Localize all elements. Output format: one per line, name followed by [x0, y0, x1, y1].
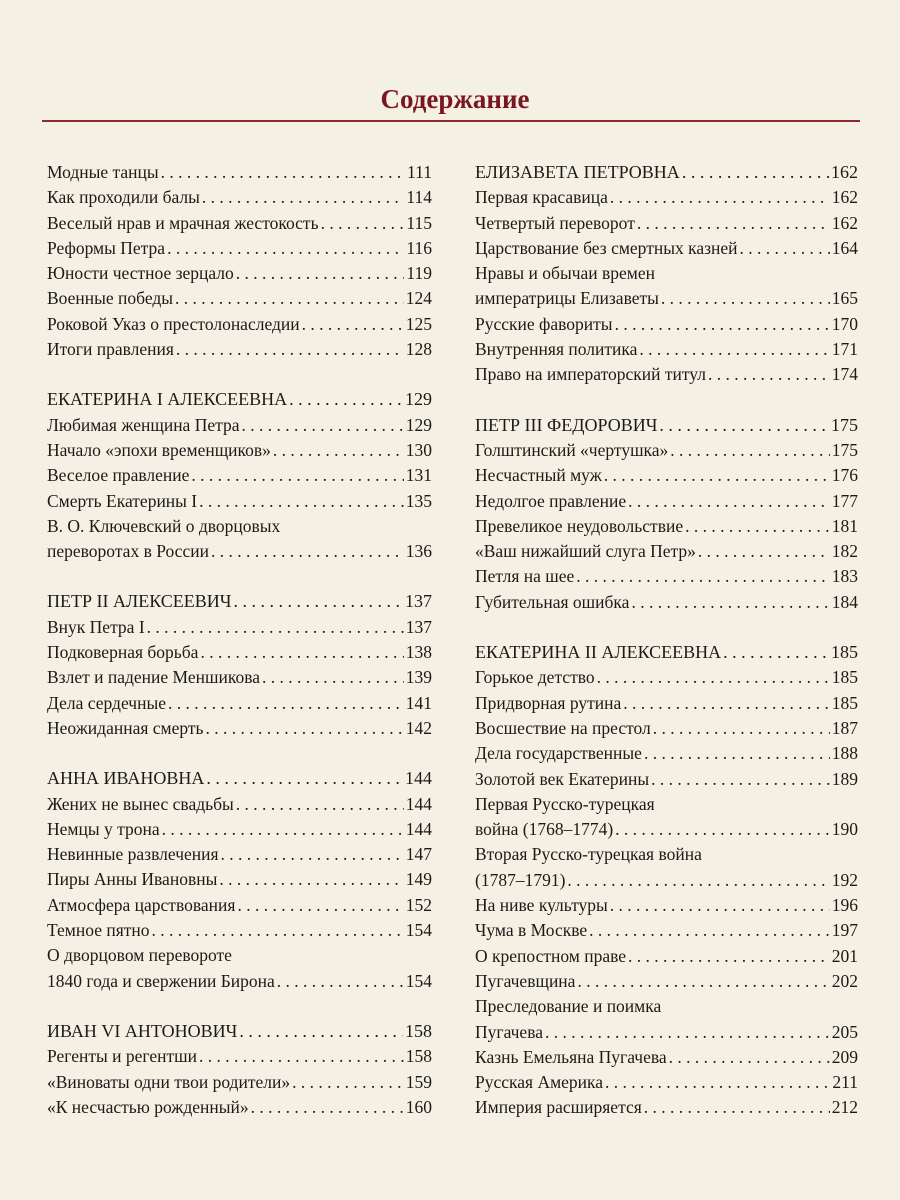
dot-leader — [610, 893, 830, 918]
dot-leader — [682, 160, 829, 185]
entry-title: Веселый нрав и мрачная жестокость — [47, 212, 319, 233]
entry-title: Горькое детство — [475, 667, 595, 688]
dot-leader — [206, 716, 404, 741]
toc-entry-multiline — [475, 261, 858, 312]
page-number: 196 — [831, 895, 858, 916]
chapter-title: ЕКАТЕРИНА II АЛЕКСЕЕВНА — [475, 642, 722, 663]
dot-leader — [273, 438, 404, 463]
toc-column-left — [47, 160, 432, 1120]
section-gap — [47, 741, 432, 766]
toc-entry — [475, 817, 858, 842]
toc-entry — [475, 716, 858, 741]
dot-leader — [162, 817, 404, 842]
toc-entry — [475, 969, 858, 994]
entry-title: Любимая женщина Петра — [47, 414, 240, 435]
entry-title: (1787–1791) — [475, 869, 566, 890]
dot-leader — [191, 463, 403, 488]
page-number: 154 — [405, 970, 432, 991]
entry-title: Золотой век Екатерины — [475, 768, 650, 789]
toc-column-right — [475, 160, 858, 1121]
toc-entry — [475, 362, 858, 387]
entry-title-line1: Нравы и обычаи времен — [475, 263, 655, 284]
page-number: 187 — [831, 717, 858, 738]
toc-entry — [475, 893, 858, 918]
page-number: 136 — [405, 541, 432, 562]
page-number: 129 — [405, 389, 432, 410]
dot-leader — [628, 944, 830, 969]
chapter-title: ЕЛИЗАВЕТА ПЕТРОВНА — [475, 162, 680, 182]
entry-title: Пугачева — [475, 1021, 544, 1042]
dot-leader — [262, 665, 404, 690]
dot-leader — [723, 640, 829, 665]
toc-entry — [47, 438, 432, 463]
dot-leader — [221, 842, 404, 867]
entry-title: Темное пятно — [47, 920, 150, 941]
page-number: 175 — [831, 439, 858, 460]
dot-leader — [545, 1020, 830, 1045]
page-number: 138 — [405, 642, 432, 663]
toc-entry — [47, 867, 432, 892]
entry-title-line1: О дворцовом перевороте — [47, 945, 232, 966]
page-number: 185 — [831, 642, 858, 663]
page-number: 165 — [831, 288, 858, 309]
entry-title: 1840 года и свержении Бирона — [47, 970, 275, 991]
toc-entry — [475, 868, 858, 893]
dot-leader — [623, 691, 829, 716]
toc-entry — [47, 842, 432, 867]
toc-entry — [47, 463, 432, 488]
page-number: 131 — [405, 465, 432, 486]
entry-title: Несчастный муж — [475, 465, 602, 486]
toc-entry — [47, 337, 432, 362]
toc-entry — [47, 160, 432, 185]
dot-leader — [277, 969, 404, 994]
toc-entry — [47, 312, 432, 337]
page-number: 119 — [406, 263, 432, 284]
toc-entry — [47, 792, 432, 817]
toc-chapter — [475, 413, 858, 438]
page-number: 142 — [405, 717, 432, 738]
dot-leader — [698, 539, 830, 564]
toc-entry — [475, 286, 858, 311]
dot-leader — [176, 337, 404, 362]
page-number: 160 — [405, 1096, 432, 1117]
page-number: 189 — [831, 768, 858, 789]
entry-title: На ниве культуры — [475, 895, 608, 916]
entry-title: Дела государственные — [475, 743, 642, 764]
page-number: 192 — [831, 869, 858, 890]
dot-leader — [670, 438, 829, 463]
dot-leader — [168, 691, 404, 716]
toc-entry — [47, 640, 432, 665]
entry-title: Модные танцы — [47, 162, 159, 182]
dot-leader — [628, 489, 830, 514]
entry-title: Жених не вынес свадьбы — [47, 793, 234, 814]
section-gap — [47, 362, 432, 387]
page-number: 115 — [406, 212, 432, 233]
entry-title: Право на императорский титул — [475, 364, 707, 385]
page-number: 184 — [831, 591, 858, 612]
section-gap — [475, 615, 858, 640]
page-number: 144 — [405, 793, 432, 814]
toc-entry — [475, 767, 858, 792]
entry-title: Внук Петра I — [47, 616, 145, 637]
dot-leader — [644, 1095, 830, 1120]
page-number: 162 — [831, 162, 858, 182]
page-number: 183 — [831, 566, 858, 587]
entry-title: Дела сердечные — [47, 692, 166, 713]
page-number: 116 — [406, 237, 432, 258]
toc-entry — [475, 1045, 858, 1070]
dot-leader — [669, 1045, 830, 1070]
dot-leader — [651, 767, 830, 792]
entry-title: Реформы Петра — [47, 237, 166, 258]
dot-leader — [661, 286, 830, 311]
page-number: 114 — [406, 187, 432, 208]
toc-entry — [475, 337, 858, 362]
entry-title: Неожиданная смерть — [47, 717, 204, 738]
dot-leader — [708, 362, 830, 387]
entry-title: Немцы у трона — [47, 818, 160, 839]
page-number: 130 — [405, 439, 432, 460]
section-gap — [47, 994, 432, 1019]
dot-leader — [740, 236, 830, 261]
page-number: 209 — [831, 1046, 858, 1067]
dot-leader — [167, 236, 404, 261]
dot-leader — [239, 1019, 403, 1044]
entry-title: Начало «эпохи временщиков» — [47, 439, 271, 460]
entry-title: Военные победы — [47, 288, 174, 309]
page-number: 144 — [405, 818, 432, 839]
toc-entry — [475, 944, 858, 969]
page-number: 162 — [831, 212, 858, 233]
page-number: 188 — [831, 743, 858, 764]
dot-leader — [604, 463, 830, 488]
toc-entry — [475, 1070, 858, 1095]
toc-entry — [47, 286, 432, 311]
page-number: 171 — [831, 339, 858, 360]
toc-entry — [47, 893, 432, 918]
entry-title: Веселое правление — [47, 465, 190, 486]
toc-entry — [47, 716, 432, 741]
toc-entry — [475, 918, 858, 943]
dot-leader — [289, 387, 403, 412]
entry-title-line1: Первая Русско-турецкая — [475, 793, 655, 814]
page-number: 124 — [405, 288, 432, 309]
entry-title: Петля на шее — [475, 566, 575, 587]
toc-entry-multiline — [47, 943, 432, 994]
toc-chapter — [47, 1019, 432, 1044]
dot-leader — [605, 1070, 830, 1095]
dot-leader — [233, 589, 403, 614]
page-number: 177 — [831, 490, 858, 511]
page-number: 159 — [405, 1071, 432, 1092]
entry-title: Итоги правления — [47, 339, 174, 360]
dot-leader — [653, 716, 830, 741]
toc-entry-multiline — [475, 994, 858, 1045]
toc-entry — [47, 1095, 432, 1120]
page-number: 147 — [405, 844, 432, 865]
page-number: 182 — [831, 541, 858, 562]
dot-leader — [615, 312, 830, 337]
dot-leader — [237, 893, 403, 918]
chapter-title: АННА ИВАНОВНА — [47, 768, 205, 789]
toc-chapter — [475, 160, 858, 185]
dot-leader — [202, 185, 404, 210]
entry-title: Русская Америка — [475, 1072, 604, 1093]
dot-leader — [685, 514, 830, 539]
dot-leader — [219, 867, 403, 892]
dot-leader — [637, 211, 830, 236]
toc-entry — [47, 413, 432, 438]
entry-title: Придворная рутина — [475, 692, 622, 713]
toc-chapter — [47, 387, 432, 412]
page-number: 181 — [831, 515, 858, 536]
page-number: 212 — [831, 1097, 858, 1118]
dot-leader — [610, 185, 830, 210]
toc-entry — [47, 969, 432, 994]
entry-title: Казнь Емельяна Пугачева — [475, 1046, 667, 1067]
page-title: Содержание — [380, 84, 530, 114]
dot-leader — [659, 413, 829, 438]
toc-entry — [47, 185, 432, 210]
dot-leader — [302, 312, 404, 337]
dot-leader — [567, 868, 829, 893]
section-gap — [47, 564, 432, 589]
dot-leader — [199, 489, 404, 514]
toc-chapter — [475, 640, 858, 665]
section-gap — [475, 388, 858, 413]
toc-entry — [475, 211, 858, 236]
title-divider — [42, 120, 860, 122]
toc-entry — [47, 489, 432, 514]
page-number: 149 — [405, 869, 432, 890]
dot-leader — [577, 969, 829, 994]
page-number: 125 — [405, 313, 432, 334]
page-number: 164 — [831, 237, 858, 258]
page-number: 197 — [831, 920, 858, 941]
dot-leader — [206, 766, 403, 791]
dot-leader — [251, 1095, 404, 1120]
toc-entry — [47, 261, 432, 286]
dot-leader — [152, 918, 404, 943]
toc-entry-multiline — [475, 792, 858, 843]
page-number: 162 — [831, 187, 858, 208]
entry-title: Как проходили балы — [47, 187, 200, 208]
toc-entry — [47, 1070, 432, 1095]
toc-entry — [475, 236, 858, 261]
entry-title: Недолгое правление — [475, 490, 627, 511]
entry-title: Регенты и регентши — [47, 1046, 197, 1067]
toc-entry — [475, 539, 858, 564]
toc-entry — [47, 665, 432, 690]
dot-leader — [211, 539, 404, 564]
page-number: 135 — [405, 490, 432, 511]
toc-entry — [475, 665, 858, 690]
entry-title-line1: Преследование и поимка — [475, 996, 662, 1017]
entry-title: Невинные развлечения — [47, 844, 219, 865]
toc-entry — [475, 438, 858, 463]
entry-title: Империя расширяется — [475, 1097, 642, 1118]
toc-entry — [475, 691, 858, 716]
page-number: 111 — [407, 162, 432, 182]
page-number: 201 — [831, 945, 858, 966]
page-number: 158 — [405, 1046, 432, 1067]
page-number: 170 — [831, 313, 858, 334]
chapter-title: ЕКАТЕРИНА I АЛЕКСЕЕВНА — [47, 389, 288, 410]
toc-entry — [475, 564, 858, 589]
dot-leader — [175, 286, 404, 311]
dot-leader — [321, 211, 405, 236]
chapter-title: ИВАН VI АНТОНОВИЧ — [47, 1020, 238, 1041]
page-number: 152 — [405, 894, 432, 915]
toc-entry — [47, 539, 432, 564]
toc-entry — [47, 615, 432, 640]
toc-entry — [47, 236, 432, 261]
chapter-title: ПЕТР II АЛЕКСЕЕВИЧ — [47, 591, 232, 612]
toc-entry — [47, 817, 432, 842]
dot-leader — [292, 1070, 404, 1095]
entry-title: «К несчастью рожденный» — [47, 1096, 249, 1117]
toc-entry — [475, 312, 858, 337]
entry-title: Губительная ошибка — [475, 591, 630, 612]
page-number: 158 — [405, 1020, 432, 1041]
entry-title: Царствование без смертных казней — [475, 237, 738, 258]
toc-entry — [47, 1044, 432, 1069]
toc-entry — [475, 489, 858, 514]
page-number: 128 — [405, 339, 432, 360]
toc-entry — [47, 211, 432, 236]
toc-chapter — [47, 766, 432, 791]
dot-leader — [236, 792, 404, 817]
entry-title: война (1768–1774) — [475, 819, 614, 840]
toc-entry-multiline — [47, 514, 432, 565]
page-number: 211 — [832, 1072, 858, 1093]
toc-entry — [475, 185, 858, 210]
entry-title: Внутренняя политика — [475, 339, 638, 360]
page-number: 141 — [405, 692, 432, 713]
page-number: 185 — [831, 667, 858, 688]
entry-title: переворотах в России — [47, 541, 209, 562]
toc-entry — [475, 590, 858, 615]
entry-title: О крепостном праве — [475, 945, 627, 966]
entry-title: императрицы Елизаветы — [475, 288, 659, 309]
dot-leader — [241, 413, 403, 438]
dot-leader — [200, 640, 403, 665]
page-number: 154 — [405, 920, 432, 941]
toc-entry — [475, 1095, 858, 1120]
toc-entry-multiline — [475, 842, 858, 893]
entry-title: Взлет и падение Меншикова — [47, 667, 260, 688]
page-number: 144 — [405, 768, 432, 789]
entry-title: Превеликое неудовольствие — [475, 515, 684, 536]
entry-title: «Виноваты одни твои родители» — [47, 1071, 291, 1092]
entry-title: Пиры Анны Ивановны — [47, 869, 218, 890]
toc-chapter — [47, 589, 432, 614]
page-number: 190 — [831, 819, 858, 840]
page-number: 137 — [405, 616, 432, 637]
entry-title: Чума в Москве — [475, 920, 588, 941]
toc-entry — [47, 918, 432, 943]
dot-leader — [639, 337, 829, 362]
entry-title: Юности честное зерцало — [47, 263, 234, 284]
dot-leader — [147, 615, 404, 640]
entry-title: Четвертый переворот — [475, 212, 635, 233]
dot-leader — [576, 564, 829, 589]
page-number: 139 — [405, 667, 432, 688]
entry-title: Первая красавица — [475, 187, 608, 208]
page-number: 205 — [831, 1021, 858, 1042]
toc-entry — [47, 691, 432, 716]
dot-leader — [161, 160, 405, 185]
page-number: 174 — [831, 364, 858, 385]
page-number: 137 — [405, 591, 432, 612]
dot-leader — [589, 918, 830, 943]
entry-title: «Ваш нижайший слуга Петр» — [475, 541, 696, 562]
dot-leader — [615, 817, 830, 842]
toc-entry — [475, 741, 858, 766]
dot-leader — [597, 665, 830, 690]
entry-title: Русские фавориты — [475, 313, 613, 334]
entry-title: Роковой Указ о престолонаследии — [47, 313, 300, 334]
entry-title: Пугачевщина — [475, 970, 576, 991]
toc-entry — [475, 463, 858, 488]
dot-leader — [644, 741, 830, 766]
page-number: 202 — [831, 970, 858, 991]
page-number: 185 — [831, 692, 858, 713]
page-number: 129 — [405, 414, 432, 435]
toc-entry — [475, 514, 858, 539]
dot-leader — [631, 590, 829, 615]
chapter-title: ПЕТР III ФЕДОРОВИЧ — [475, 414, 658, 435]
entry-title: Восшествие на престол — [475, 717, 651, 738]
page-number: 175 — [831, 414, 858, 435]
entry-title-line1: В. О. Ключевский о дворцовых — [47, 515, 281, 536]
entry-title: Голштинский «чертушка» — [475, 439, 669, 460]
dot-leader — [199, 1044, 404, 1069]
page-number: 176 — [831, 465, 858, 486]
entry-title: Смерть Екатерины I — [47, 490, 198, 511]
entry-title: Атмосфера царствования — [47, 894, 236, 915]
entry-title-line1: Вторая Русско-турецкая война — [475, 844, 702, 865]
toc-entry — [475, 1020, 858, 1045]
entry-title: Подковерная борьба — [47, 642, 199, 663]
dot-leader — [236, 261, 405, 286]
